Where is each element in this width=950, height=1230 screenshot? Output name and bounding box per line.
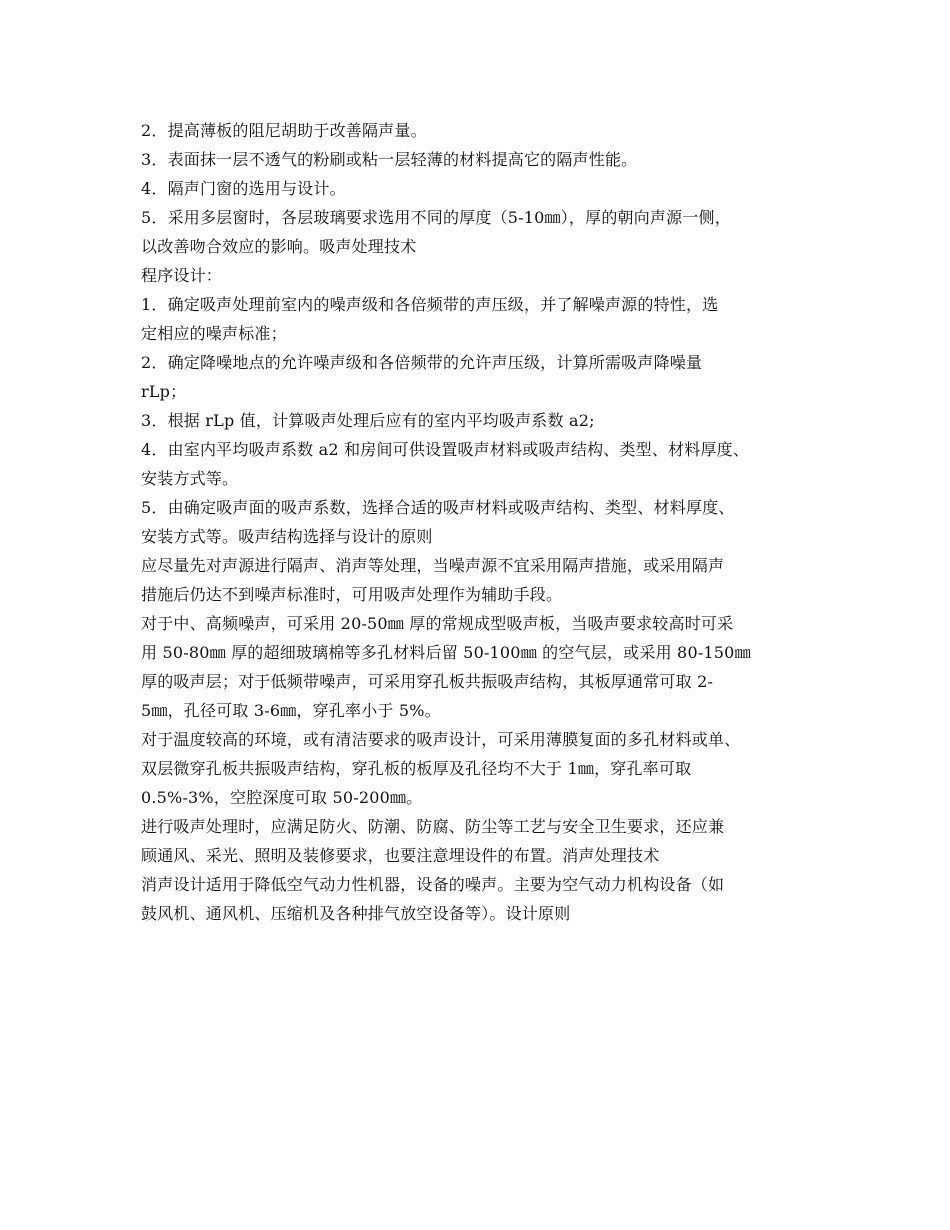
text-line: 5㎜，孔径可取 3-6㎜，穿孔率小于 5%。 [141,701,441,720]
text-line: 5．由确定吸声面的吸声系数，选择合适的吸声材料或吸声结构、类型、材料厚度、 [141,498,735,517]
text-line: 1．确定吸声处理前室内的噪声级和各倍频带的声压级，并了解噪声源的特性，选 [141,295,719,314]
text-line: rLp； [141,382,187,401]
text-line: 程序设计： [141,266,223,285]
text-line: 4．隔声门窗的选用与设计。 [141,179,346,198]
text-line: 鼓风机、通风机、压缩机及各种排气放空设备等）。设计原则 [141,904,571,923]
text-line: 3．根据 rLp 值，计算吸声处理后应有的室内平均吸声系数 a2; [141,411,595,430]
text-line: 3．表面抹一层不透气的粉刷或粘一层轻薄的材料提高它的隔声性能。 [141,150,638,169]
text-line: 4．由室内平均吸声系数 a2 和房间可供设置吸声材料或吸声结构、类型、材料厚度、 [141,440,750,459]
text-line: 顾通风、采光、照明及装修要求，也要注意埋设件的布置。消声处理技术 [141,846,660,865]
text-line: 应尽量先对声源进行隔声、消声等处理，当噪声源不宜采用隔声措施，或采用隔声 [141,556,725,575]
text-line: 0.5%-3%，空腔深度可取 50-200㎜。 [141,788,423,807]
text-line: 进行吸声处理时，应满足防火、防潮、防腐、防尘等工艺与安全卫生要求，还应兼 [141,817,725,836]
text-line: 2．确定降噪地点的允许噪声级和各倍频带的允许声压级，计算所需吸声降噪量 [141,353,703,372]
text-line: 对于中、高频噪声，可采用 20-50㎜ 厚的常规成型吸声板，当吸声要求较高时可采 [141,614,734,633]
text-line: 消声设计适用于降低空气动力性机器，设备的噪声。主要为空气动力机构设备（如 [141,875,725,894]
text-line: 安装方式等。吸声结构选择与设计的原则 [141,527,433,546]
document-body [141,116,821,928]
text-line: 对于温度较高的环境，或有清洁要求的吸声设计，可采用薄膜复面的多孔材料或单、 [141,730,741,749]
text-line: 以改善吻合效应的影响。吸声处理技术 [141,237,417,256]
text-line: 双层微穿孔板共振吸声结构，穿孔板的板厚及孔径均不大于 1㎜，穿孔率可取 [141,759,692,778]
text-line: 定相应的噪声标准； [141,324,287,343]
text-line: 用 50-80㎜ 厚的超细玻璃棉等多孔材料后留 50-100㎜ 的空气层，或采用 80-150㎜ [141,643,751,662]
text-line: 安装方式等。 [141,469,239,488]
text-line: 厚的吸声层；对于低频带噪声，可采用穿孔板共振吸声结构，其板厚通常可取 2- [141,672,714,691]
text-line: 5．采用多层窗时，各层玻璃要求选用不同的厚度（5-10㎜），厚的朝向声源一侧， [141,208,731,227]
text-line: 2．提高薄板的阻尼胡助于改善隔声量。 [141,121,427,140]
text-line: 措施后仍达不到噪声标准时，可用吸声处理作为辅助手段。 [141,585,563,604]
